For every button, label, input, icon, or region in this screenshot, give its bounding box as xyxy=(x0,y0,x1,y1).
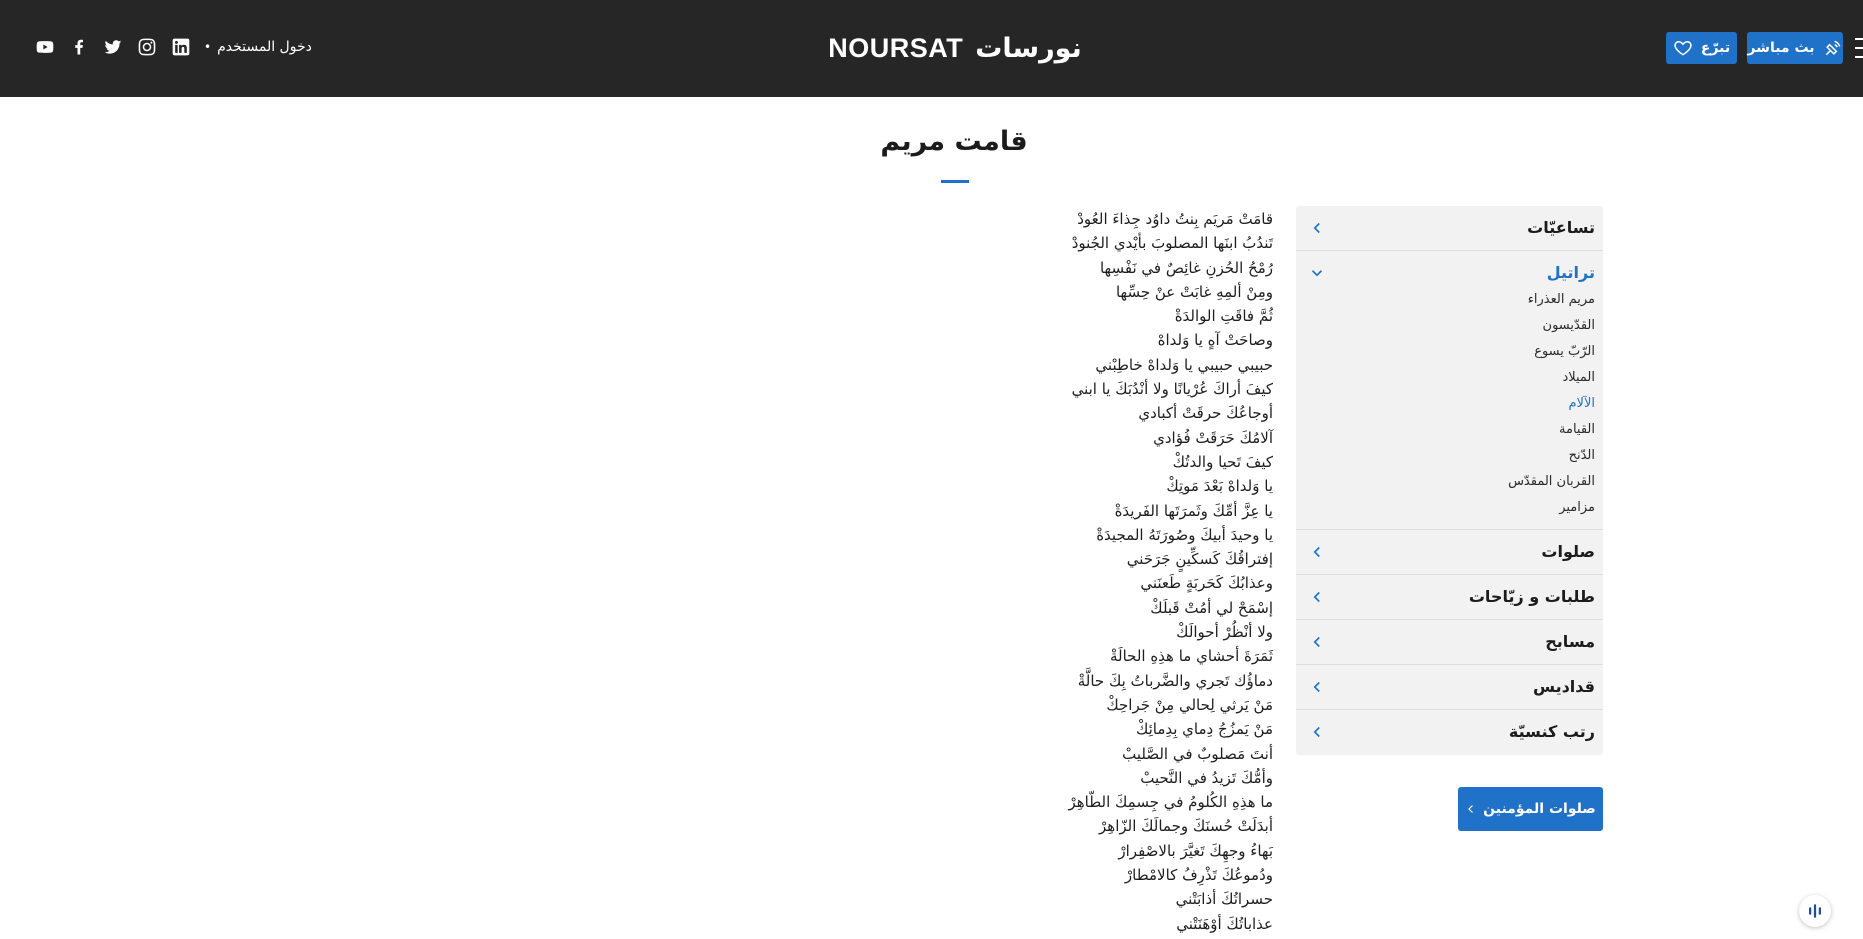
sidebar-item-resurrection[interactable]: القيامة xyxy=(1559,422,1595,437)
category-label: تراتيل xyxy=(1546,263,1595,282)
broadcast-icon xyxy=(1823,38,1843,58)
chevron-left-icon xyxy=(1308,723,1326,741)
lyric-line: كيفَ تَحيا والدتُكْ xyxy=(1172,452,1273,471)
category-rites[interactable] xyxy=(1296,710,1603,755)
category-masses[interactable] xyxy=(1296,665,1603,710)
donate-label: تبرّع xyxy=(1700,40,1731,56)
sidebar-item-epiphany[interactable]: الدّنح xyxy=(1568,448,1595,463)
chevron-left-icon xyxy=(1308,219,1326,237)
brand-arabic: نورسات xyxy=(975,32,1082,64)
lyric-line: أوجاعُكَ حرقَتْ أكبادي xyxy=(1138,404,1273,423)
lyric-line: آلامُكَ حَرَقَتْ فُؤادي xyxy=(1153,428,1273,447)
lyric-line: ومِنْ ألمِهِ غابَتْ عنْ حِسِّها xyxy=(1115,282,1273,301)
lyric-line: إسْمَحْ لي أمُتْ قَبلَكْ xyxy=(1150,598,1273,617)
lyric-line: مَنْ يَرثي لِحالي مِنْ جَراحِكْ xyxy=(1106,695,1273,714)
lyric-line: قامَتْ مَريَم بِنتُ داوُد جِذاءَ العُودْ xyxy=(1077,210,1273,228)
lyric-line: ثُمَّ فاقَتِ الوالدَةْ xyxy=(1174,307,1273,326)
lyric-line: دماؤُك تَجري والضَّرباتُ بِكَ حالَّةْ xyxy=(1077,671,1273,690)
chevron-left-icon xyxy=(1308,633,1326,651)
sidebar-item-saints[interactable]: القدّيسون xyxy=(1542,318,1595,333)
lyric-line: ما هذِهِ الكُلومُ في جِسمِكَ الطّاهِرْ xyxy=(1068,793,1273,812)
sidebar-item-mary[interactable]: مريم العذراء xyxy=(1527,292,1595,307)
category-prayers[interactable] xyxy=(1296,530,1603,575)
category-tusaiyat[interactable] xyxy=(1296,206,1603,251)
chevron-down-icon xyxy=(1308,264,1326,282)
chevron-left-icon xyxy=(1308,543,1326,561)
lyric-line: يا وحيدَ أبيكَ وصُورَتَهُ المجيدَةْ xyxy=(1096,525,1273,544)
lyric-line: وصاحَتْ آهٍ يا وَلداهْ xyxy=(1157,331,1273,350)
lyric-line: يا عِزَّ أمِّكَ وثَمرَتَها الفَريدَةْ xyxy=(1114,501,1273,520)
lyric-line: ثَمَرَةَ أحشاي ما هذِهِ الحالَةْ xyxy=(1109,647,1273,666)
lyric-line: بَهاءُ وجهِكَ تَغيَّرَ بالاصْفِرارْ xyxy=(1118,841,1273,860)
chevron-left-icon xyxy=(1465,803,1477,815)
linkedin-icon[interactable] xyxy=(164,34,198,60)
site-header xyxy=(0,0,1863,97)
category-petitions[interactable] xyxy=(1296,575,1603,620)
login-link[interactable]: دخول المستخدم xyxy=(217,39,312,55)
category-label: قداديس xyxy=(1532,677,1595,696)
equalizer-icon xyxy=(1806,902,1824,920)
chevron-left-icon xyxy=(1308,588,1326,606)
lyric-line: عذاباتُكَ أوْهَنَتْني xyxy=(1176,914,1273,933)
category-sidebar xyxy=(1296,206,1603,755)
title-underline xyxy=(941,180,969,183)
sidebar-item-eucharist[interactable]: القربان المقدّس xyxy=(1508,474,1595,489)
twitter-icon[interactable] xyxy=(96,34,130,60)
site-logo[interactable] xyxy=(828,28,1082,68)
lyric-line: تَندُبُ ابنَها المصلوبَ بأيْدي الجُنودْ xyxy=(1071,234,1273,253)
category-label: طلبات و زيّاحات xyxy=(1468,587,1595,606)
lyric-line: وعذابُكَ كَحَربَةٍ طَعنَني xyxy=(1140,574,1273,593)
lyrics-body xyxy=(913,207,1273,936)
category-label: رتب كنسيّة xyxy=(1508,722,1595,741)
audio-widget-button[interactable] xyxy=(1799,895,1831,927)
lyric-line: حبيبي حبيبي يا وَلداهْ خاطِبْني xyxy=(1095,355,1273,374)
category-label: مسابح xyxy=(1545,632,1595,651)
sidebar-item-lord-jesus[interactable]: الرّبّ يسوع xyxy=(1534,344,1595,359)
separator-dot: • xyxy=(204,40,212,54)
donate-button[interactable] xyxy=(1666,32,1737,64)
sidebar-item-psalms[interactable]: مزامير xyxy=(1559,500,1595,515)
youtube-icon[interactable] xyxy=(28,34,62,60)
heart-icon xyxy=(1673,38,1693,58)
page-title: قامت مريم xyxy=(880,126,1028,157)
facebook-icon[interactable] xyxy=(62,34,96,60)
category-label: تساعيّات xyxy=(1527,218,1595,237)
menu-icon[interactable] xyxy=(1855,38,1863,58)
sidebar-item-nativity[interactable]: الميلاد xyxy=(1562,370,1595,385)
lyric-line: أبدَلَتْ حُسنَكَ وجمالَكَ الزّاهِرْ xyxy=(1099,817,1273,836)
lyric-line: مَنْ يَمزُجُ دِماي بِدِمائِكْ xyxy=(1135,720,1273,739)
faithful-prayers-label: صلوات المؤمنين xyxy=(1483,801,1596,817)
lyric-line: يا وَلداهْ بَعْدَ مَوتِكْ xyxy=(1166,477,1273,496)
faithful-prayers-button[interactable] xyxy=(1458,787,1603,831)
category-taratil[interactable] xyxy=(1296,251,1603,296)
live-stream-label: بث مباشر xyxy=(1747,40,1815,56)
brand-latin: NOURSAT xyxy=(828,32,964,63)
lyric-line: وأمُّكَ تَزيدُ في النَّحيبْ xyxy=(1140,768,1273,787)
lyric-line: ودُموعُكَ تَذْرِفُ كالامْطارْ xyxy=(1124,866,1273,885)
instagram-icon[interactable] xyxy=(130,34,164,60)
lyric-line: أنتَ مَصلوبٌ في الصَّليبْ xyxy=(1122,744,1273,763)
lyric-line: كيفَ أراكَ عُرْيانًا ولا أنْدُبَكَ يا ابني xyxy=(1071,380,1273,399)
lyric-line: إفتراقُكَ كَسكِّينٍ جَرَحَني xyxy=(1126,550,1273,569)
lyric-line: حسراتُكَ أذابَتْني xyxy=(1175,890,1273,909)
category-label: صلوات xyxy=(1541,542,1595,561)
sidebar-item-passion[interactable]: الآلام xyxy=(1568,396,1595,411)
chevron-left-icon xyxy=(1308,678,1326,696)
live-stream-button[interactable] xyxy=(1747,32,1843,64)
lyric-line: ولا أنْظُرْ أحوالَكْ xyxy=(1176,623,1273,642)
lyric-line: رُمْحُ الحُزنِ غائِصٌ في نَفْسِها xyxy=(1099,258,1273,277)
category-rosaries[interactable] xyxy=(1296,620,1603,665)
social-links xyxy=(28,34,312,60)
